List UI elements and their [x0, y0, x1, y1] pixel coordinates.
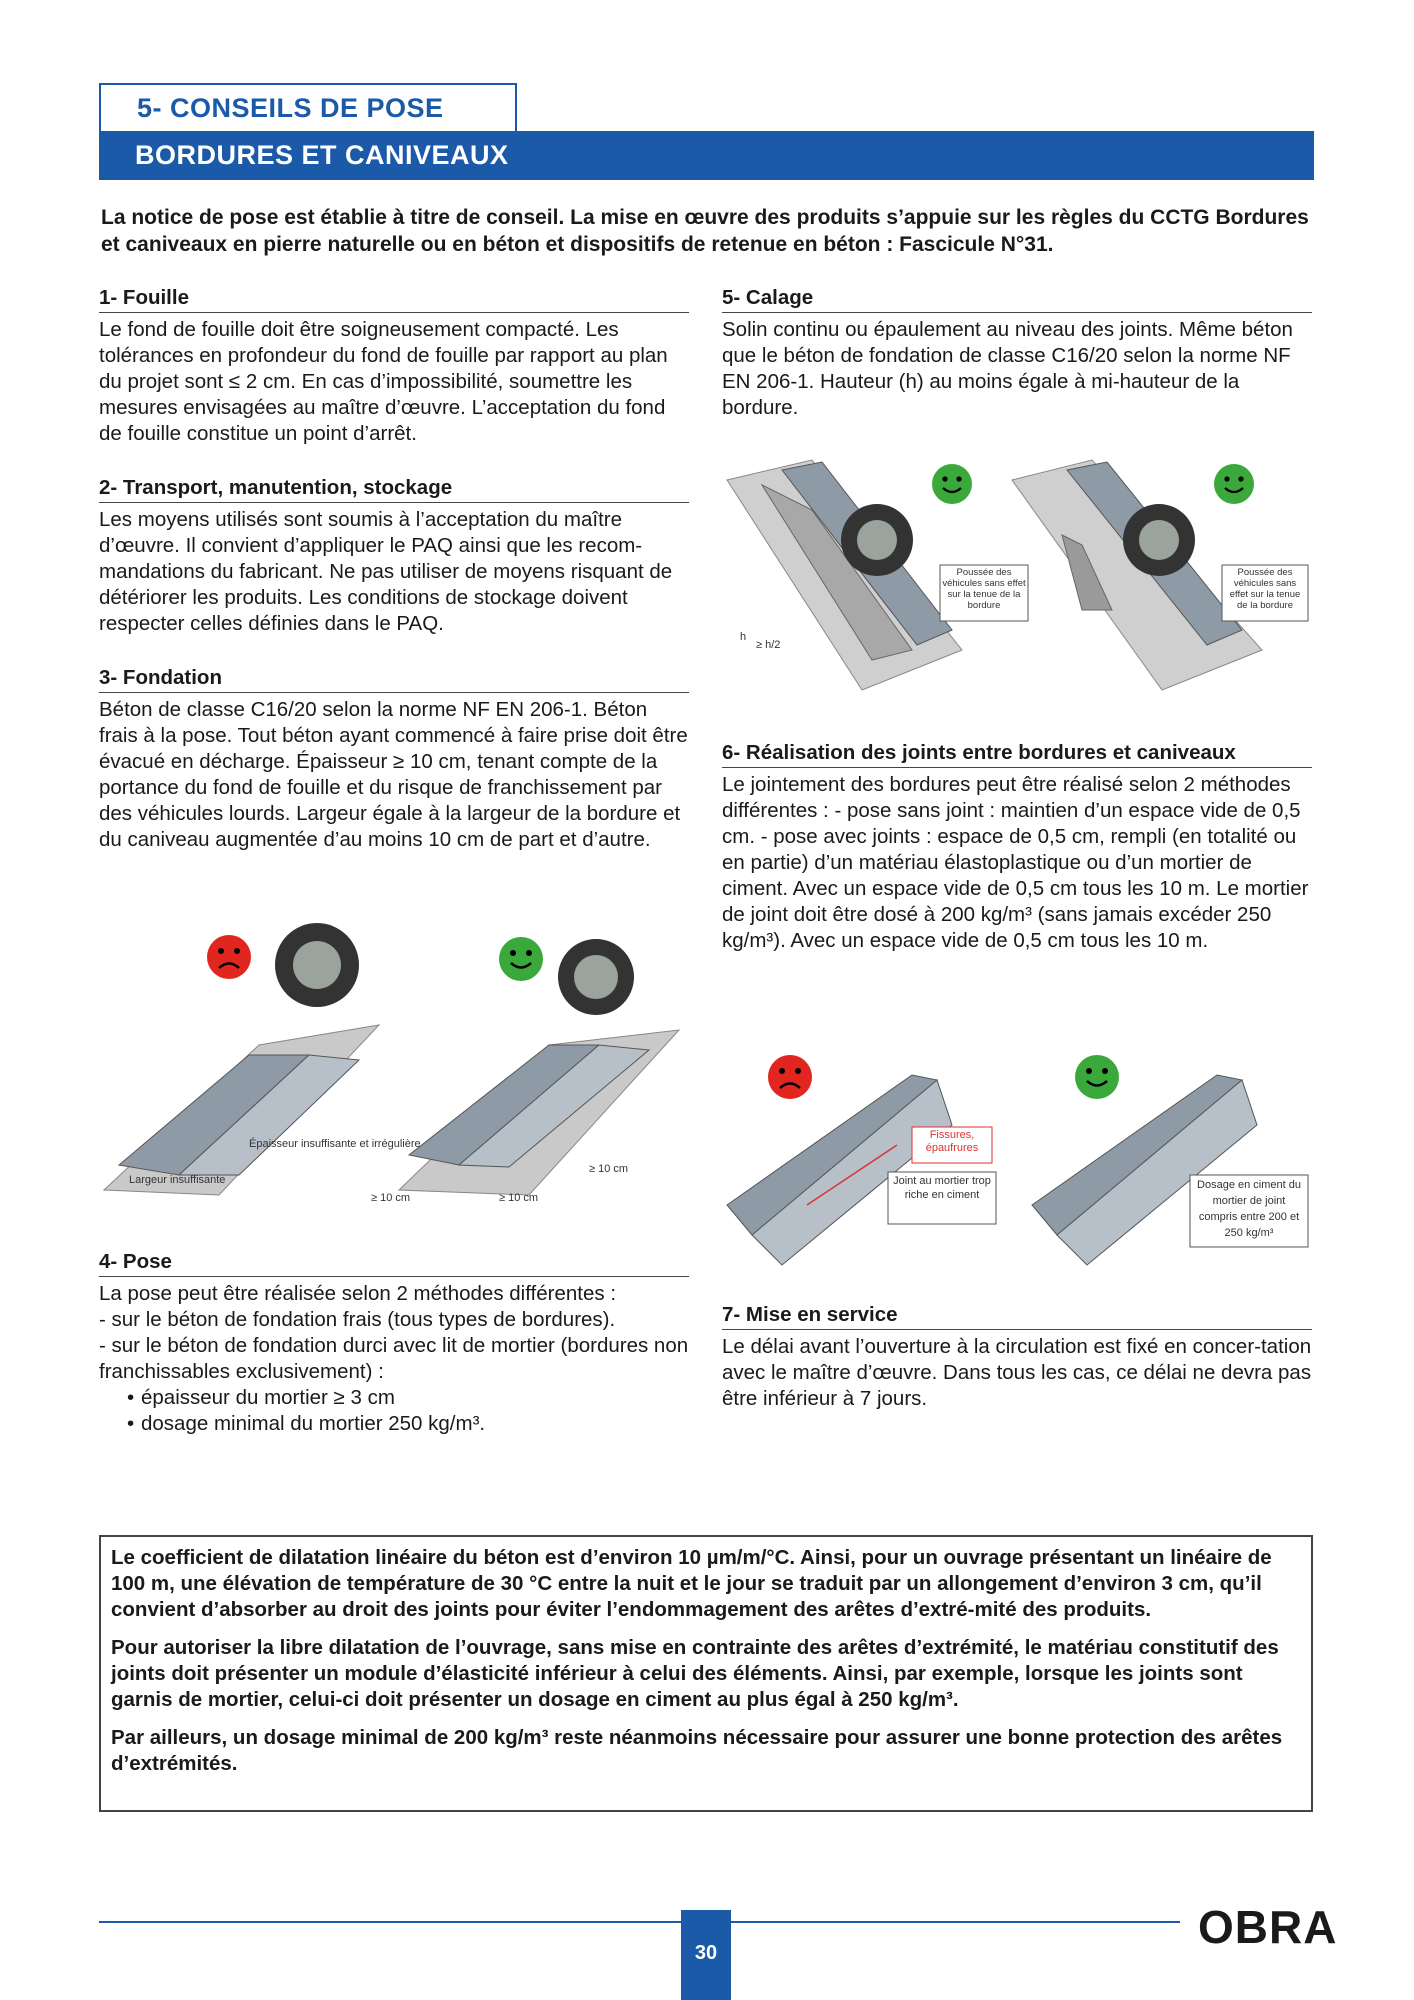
label-push-1: Poussée des véhicules sans effet sur la tenue de la bordure	[942, 567, 1026, 611]
label-cracks: Fissures, épaufrures	[925, 1129, 979, 1154]
label-dim-2: ≥ 10 cm	[499, 1192, 539, 1204]
intro-paragraph: La notice de pose est établie à titre de conseil. La mise en œuvre des produits s’appuie sur les règles du CCTG Bordures et caniveaux en pierre naturelle ou en béton et dispositifs de retenue en béton : Fascicule N°31.	[101, 206, 1309, 256]
section-joints	[722, 741, 1312, 954]
obra-logo: OBRA	[1198, 1901, 1338, 1953]
section-transport-text: Les moyens utilisés sont soumis à l’acceptation du maître d’œuvre. Il convient d’appliquer le PAQ ainsi que les recom-mandations du fabricant. Ne pas utiliser de moyens risquant de détériorer les produits. Les conditions de stockage doivent respecter celles définies dans le PAQ.	[99, 508, 673, 635]
section-transport	[99, 476, 689, 637]
section-pose	[99, 1250, 689, 1437]
label-h: h	[740, 631, 747, 643]
section-joints-title: 6- Réalisation des joints entre bordures et caniveaux	[722, 741, 1312, 768]
section-header	[99, 83, 517, 131]
happy-face-icon-calage-1	[932, 464, 972, 504]
label-dim-1: ≥ 10 cm	[371, 1192, 411, 1204]
section-calage	[722, 286, 1312, 421]
section-service-text: Le délai avant l’ouverture à la circulation est fixé en concer-tation avec le maître d’œuvre. Dans tous les cas, ce délai ne devra pas être inférieur à 7 jours.	[722, 1335, 1312, 1410]
footer-line	[99, 1921, 1180, 1923]
note-box	[99, 1535, 1313, 1812]
section-pose-line1: La pose peut être réalisée selon 2 méthodes différentes :	[99, 1282, 617, 1305]
page-number: 30	[694, 1942, 718, 1964]
section-calage-text: Solin continu ou épaulement au niveau des joints. Même béton que le béton de fondation de classe C16/20 selon la norme NF EN 206-1. Hauteur (h) au moins égale à mi-hauteur de la bordure.	[722, 318, 1293, 419]
note-paragraph-2: Pour autoriser la libre dilatation de l’ouvrage, sans mise en contrainte des arêtes d’extrémité, le matériau constitutif des joints doit présenter un module d’élasticité inférieur à celui des éléments. Ainsi, par exemple, lorsque les joints sont garnis de mortier, celui-ci doit présenter un dosage en ciment au plus égal à 250 kg/m³.	[111, 1636, 1279, 1711]
label-push-2: Poussée des véhicules sans effet sur la tenue de la bordure	[1229, 567, 1301, 611]
page-number-badge	[681, 1910, 731, 2000]
section-fouille	[99, 286, 689, 447]
section-pose-title: 4- Pose	[99, 1250, 689, 1277]
section-joints-text: Le jointement des bordures peut être réalisé selon 2 méthodes différentes : - pose sans joint : maintien d’un espace vide de 0,5 cm. - pose avec joints : espace de 0,5 cm, rempli (en totalité ou en partie) d’un matériau élastoplastique ou d’un mortier de ciment. Avec un espace vide de 0,5 cm tous les 10 m. Le mortier de joint doit être dosé à 200 kg/m³ (sans jamais excéder 250 kg/m³). Avec un espace vide de 0,5 cm tous les 10 m.	[722, 773, 1309, 952]
happy-face-icon-joints	[1075, 1055, 1119, 1099]
figure-calage	[722, 450, 1312, 700]
label-epaisseur: Épaisseur insuffisante et irrégulière	[249, 1138, 421, 1150]
section-service-title: 7- Mise en service	[722, 1303, 1312, 1330]
section-pose-bullet1: • épaisseur du mortier ≥ 3 cm	[99, 1385, 689, 1411]
section-fouille-title: 1- Fouille	[99, 286, 689, 313]
section-transport-title: 2- Transport, manutention, stockage	[99, 476, 689, 503]
section-calage-title: 5- Calage	[722, 286, 1312, 313]
label-rich: Joint au mortier trop riche en ciment	[893, 1175, 991, 1201]
section-pose-bullet2: • dosage minimal du mortier 250 kg/m³.	[99, 1411, 689, 1437]
subtitle: BORDURES ET CANIVEAUX	[135, 140, 509, 170]
label-largeur: Largeur insuffisante	[129, 1174, 226, 1186]
label-dosage: Dosage en ciment du mortier de joint compris entre 200 et 250 kg/m³	[1197, 1179, 1301, 1239]
label-h2: ≥ h/2	[756, 639, 781, 651]
section-fouille-text: Le fond de fouille doit être soigneusement compacté. Les tolérances en profondeur du fond de fouille par rapport au plan du projet sont ≤ 2 cm. En cas d’impossibilité, soumettre les mesures envisagées au maître d’œuvre. L’acceptation du fond de fouille constitue un point d’arrêt.	[99, 318, 668, 445]
happy-face-icon	[499, 937, 543, 981]
note-paragraph-1: Le coefficient de dilatation linéaire du béton est d’environ 10 µm/m/°C. Ainsi, pour un ouvrage présentant un linéaire de 100 m, une élévation de température de 30 °C entre la nuit et le jour se traduit par un allongement d’environ 3 cm, qu’il convient d’absorber au droit des joints pour éviter l’endommagement des arêtes d’extré-mité des produits.	[111, 1546, 1272, 1621]
note-paragraph-3: Par ailleurs, un dosage minimal de 200 kg/m³ reste néanmoins nécessaire pour assurer une bonne protection des arêtes d’extrémités.	[111, 1726, 1283, 1775]
figure-fondation	[99, 905, 689, 1215]
section-title: 5- CONSEILS DE POSE	[137, 93, 444, 123]
section-fondation	[99, 666, 689, 853]
sad-face-icon-joints	[768, 1055, 812, 1099]
section-pose-line3: - sur le béton de fondation durci avec lit de mortier (bordures non franchissables exclusivement) :	[99, 1334, 689, 1383]
figure-joints	[722, 1035, 1312, 1275]
happy-face-icon-calage-2	[1214, 464, 1254, 504]
sad-face-icon	[207, 935, 251, 979]
section-service	[722, 1303, 1312, 1412]
section-fondation-title: 3- Fondation	[99, 666, 689, 693]
label-dim-3: ≥ 10 cm	[589, 1163, 629, 1175]
section-pose-line2: - sur le béton de fondation frais (tous types de bordures).	[99, 1308, 616, 1331]
section-fondation-text: Béton de classe C16/20 selon la norme NF EN 206-1. Béton frais à la pose. Tout béton ayant commencé à faire prise doit être évacué en décharge. Épaisseur ≥ 10 cm, tenant compte de la portance du fond de fouille et du risque de franchissement par des véhicules lourds. Largeur égale à la largeur de la bordure et du caniveau augmentée d’au moins 10 cm de part et d’autre.	[99, 698, 688, 851]
subtitle-bar	[99, 131, 1314, 180]
